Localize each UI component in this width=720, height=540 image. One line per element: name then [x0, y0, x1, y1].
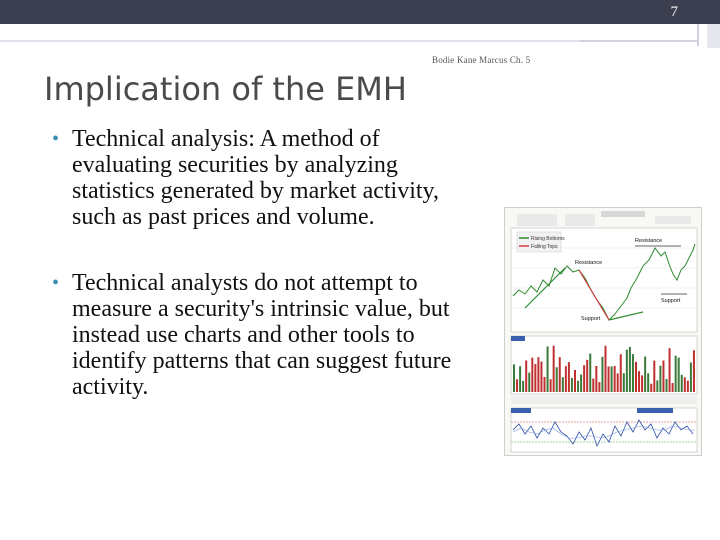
volume-bar: [653, 361, 655, 392]
legend-rising-bottoms: Rising Bottoms: [531, 236, 565, 242]
volume-bar: [623, 373, 625, 392]
chart-illustration: [505, 208, 701, 455]
volume-bar: [556, 367, 558, 392]
volume-bar: [592, 379, 594, 392]
volume-bar: [562, 377, 564, 392]
volume-bar: [647, 373, 649, 392]
volume-bar: [519, 366, 521, 392]
bullet-icon: •: [52, 272, 60, 294]
volume-bar: [669, 348, 671, 392]
volume-bar: [574, 370, 576, 392]
volume-bar: [608, 366, 610, 392]
volume-bar: [513, 364, 515, 392]
volume-bar: [666, 379, 668, 392]
volume-bar: [595, 366, 597, 392]
bullet-icon: •: [52, 128, 60, 150]
volume-bar: [525, 360, 527, 392]
volume-bar: [516, 379, 518, 392]
bullet-item: [52, 270, 482, 400]
volume-bar: [617, 373, 619, 392]
volume-bar: [684, 377, 686, 392]
volume-bar: [681, 375, 683, 392]
volume-bar: [537, 357, 539, 392]
volume-bar: [611, 366, 613, 392]
volume-bar: [586, 360, 588, 392]
resistance-label-right: Resistance: [635, 238, 663, 244]
volume-bar: [605, 346, 607, 392]
volume-bar: [547, 346, 549, 392]
header-credit: Bodie Kane Marcus Ch. 5: [432, 55, 531, 65]
volume-bar: [577, 381, 579, 392]
volume-bar: [693, 350, 695, 392]
volume-bar: [544, 377, 546, 392]
volume-bar: [675, 356, 677, 392]
support-label-left: Support: [581, 316, 601, 322]
bullet-text: Technical analysis: A method of evaluating securities by analyzing statistics generated by market activity, such as past prices and volume.: [72, 126, 439, 230]
volume-bar: [620, 354, 622, 392]
volume-bar: [662, 361, 664, 392]
volume-bar: [629, 347, 631, 392]
page-number: 7: [670, 4, 678, 20]
volume-bar: [644, 357, 646, 392]
volume-bar: [531, 358, 533, 392]
volume-bar: [638, 371, 640, 392]
volume-bar: [522, 381, 524, 392]
top-title-bar: [0, 0, 700, 24]
volume-bar: [614, 366, 616, 392]
volume-bar: [659, 366, 661, 392]
volume-bar: [656, 380, 658, 392]
volume-bar: [528, 373, 530, 392]
bullet-item: [52, 126, 482, 230]
legend-falling-tops: Falling Tops: [531, 244, 558, 250]
side-rule: [697, 24, 699, 46]
volume-bar: [580, 374, 582, 392]
volume-bar: [690, 363, 692, 392]
bullet-text: Technical analysts do not attempt to measure a security's intrinsic value, but instead use charts and other tools to identify patterns that can suggest future activity.: [72, 270, 452, 400]
volume-bar: [601, 357, 603, 392]
volume-bar: [583, 365, 585, 392]
header-divider: [0, 40, 580, 42]
bullet-list: [52, 126, 482, 400]
volume-bar: [534, 364, 536, 392]
volume-bar: [571, 378, 573, 392]
volume-bar: [672, 383, 674, 392]
header-divider-right: [580, 40, 697, 42]
volume-bar: [598, 382, 600, 392]
volume-bar: [626, 350, 628, 392]
volume-bar: [553, 346, 555, 392]
resistance-label-left: Resistance: [575, 260, 603, 266]
volume-bar: [550, 379, 552, 392]
volume-bar: [589, 354, 591, 392]
volume-bar: [568, 362, 570, 392]
volume-bar: [540, 362, 542, 392]
slide-title: Implication of the EMH: [44, 70, 407, 108]
side-rule-accent: [707, 24, 720, 48]
volume-bar: [565, 366, 567, 392]
volume-bar: [650, 384, 652, 392]
volume-bar: [635, 362, 637, 392]
volume-bar: [687, 381, 689, 392]
technical-analysis-chart-image: [504, 207, 702, 456]
volume-bar: [678, 358, 680, 392]
volume-bar: [632, 354, 634, 392]
support-label-right: Support: [661, 298, 681, 304]
volume-bar: [641, 375, 643, 392]
top-bar-corner: [700, 0, 720, 24]
volume-bar: [559, 357, 561, 392]
